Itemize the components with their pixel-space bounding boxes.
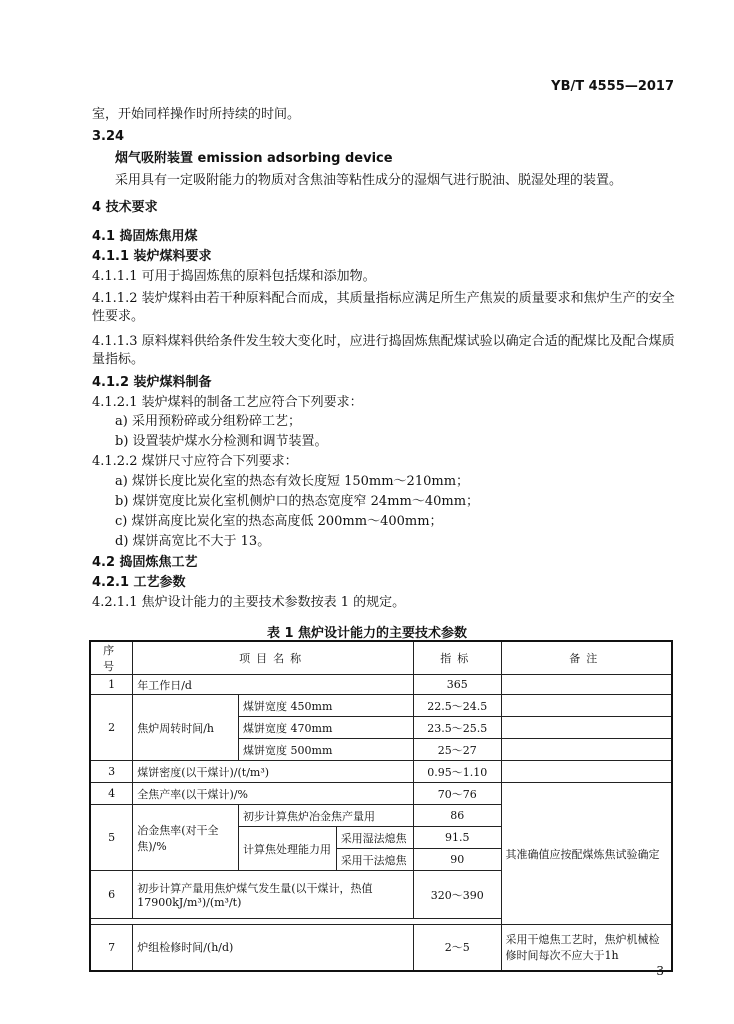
header-value: 指标	[414, 641, 501, 675]
table-row: 计算焦处理能力用 采用湿法熄焦 91.5	[90, 827, 672, 849]
clause-text: 4.1.1.1 可用于捣固炼焦的原料包括煤和添加物。	[92, 269, 376, 284]
table-row: 4 全焦产率(以干煤计)/% 70～76 其准确值应按配煤炼焦试验确定	[90, 783, 672, 805]
list-item: b) 设置装炉煤水分检测和调节装置。	[115, 434, 328, 449]
table-header-row	[90, 641, 672, 675]
list-item: c) 煤饼高度比炭化室的热态高度低 200mm～400mm；	[115, 514, 443, 529]
table-row: 煤饼宽度 470mm 23.5～25.5	[90, 717, 672, 739]
clause-text: 4.1.1.3 原料煤料供给条件发生较大变化时，应进行捣固炼焦配煤试验以确定合适的配煤比及配合煤质量指标。	[92, 334, 675, 367]
table-row: 6 初步计算产量用焦炉煤气发生量(以干煤计，热值17900kJ/m³)/(m³/t) 320～390	[90, 871, 672, 919]
table-row: 2 焦炉周转时间/h 煤饼宽度 450mm 22.5～24.5	[90, 695, 672, 717]
list-item: a) 采用预粉碎或分组粉碎工艺；	[115, 414, 301, 429]
clause-text: 4.1.1.2 装炉煤料由若干种原料配合而成，其质量指标应满足所生产焦炭的质量要求和焦炉生产的安全性要求。	[92, 291, 675, 324]
section-heading: 4 技术要求	[92, 200, 158, 215]
page-number: 3	[656, 964, 664, 978]
term-definition: 采用具有一定吸附能力的物质对含焦油等粘性成分的湿烟气进行脱油、脱湿处理的装置。	[115, 173, 623, 188]
subsection-heading: 4.2 捣固炼焦工艺	[92, 555, 198, 570]
list-item: d) 煤饼高宽比不大于 13。	[115, 534, 271, 549]
header-item: 项目名称	[133, 641, 414, 675]
text-line: 室，开始同样操作时所持续的时间。	[92, 107, 301, 122]
subsection-heading: 4.1 捣固炼焦用煤	[92, 229, 198, 244]
subsection-heading: 4.2.1 工艺参数	[92, 575, 186, 590]
table-row: 煤饼宽度 500mm 25～27	[90, 739, 672, 761]
header-note: 备注	[501, 641, 672, 675]
subsection-heading: 4.1.2 装炉煤料制备	[92, 375, 212, 390]
table-caption: 表 1 焦炉设计能力的主要技术参数	[266, 626, 468, 641]
table-row: 5 冶金焦率(对干全焦)/% 初步计算焦炉冶金焦产量用 86	[90, 805, 672, 827]
clause-number: 3.24	[92, 129, 125, 144]
list-item: a) 煤饼长度比炭化室的热态有效长度短 150mm～210mm；	[115, 474, 470, 489]
table-row: 3 煤饼密度(以干煤计)/(t/m³) 0.95～1.10	[90, 761, 672, 783]
table-row: 1 年工作日/d 365	[90, 675, 672, 695]
note-cell: 其准确值应按配煤炼焦试验确定	[501, 783, 672, 925]
table-row: 7 炉组检修时间/(h/d) 2～5 采用干熄焦工艺时，焦炉机械检修时间每次不应大于1h	[90, 925, 672, 971]
header-no: 序号	[90, 641, 133, 675]
standard-number: YB/T 4555—2017	[551, 79, 674, 94]
parameters-table	[89, 640, 673, 972]
term-heading: 烟气吸附装置 emission adsorbing device	[115, 151, 393, 166]
table-row: 采用干法熄焦 90	[90, 849, 672, 871]
clause-text: 4.1.2.1 装炉煤料的制备工艺应符合下列要求：	[92, 395, 363, 410]
clause-text: 4.1.2.2 煤饼尺寸应符合下列要求：	[92, 454, 298, 469]
clause-text: 4.2.1.1 焦炉设计能力的主要技术参数按表 1 的规定。	[92, 595, 406, 610]
list-item: b) 煤饼宽度比炭化室机侧炉口的热态宽度窄 24mm～40mm；	[115, 494, 480, 509]
subsection-heading: 4.1.1 装炉煤料要求	[92, 249, 212, 264]
